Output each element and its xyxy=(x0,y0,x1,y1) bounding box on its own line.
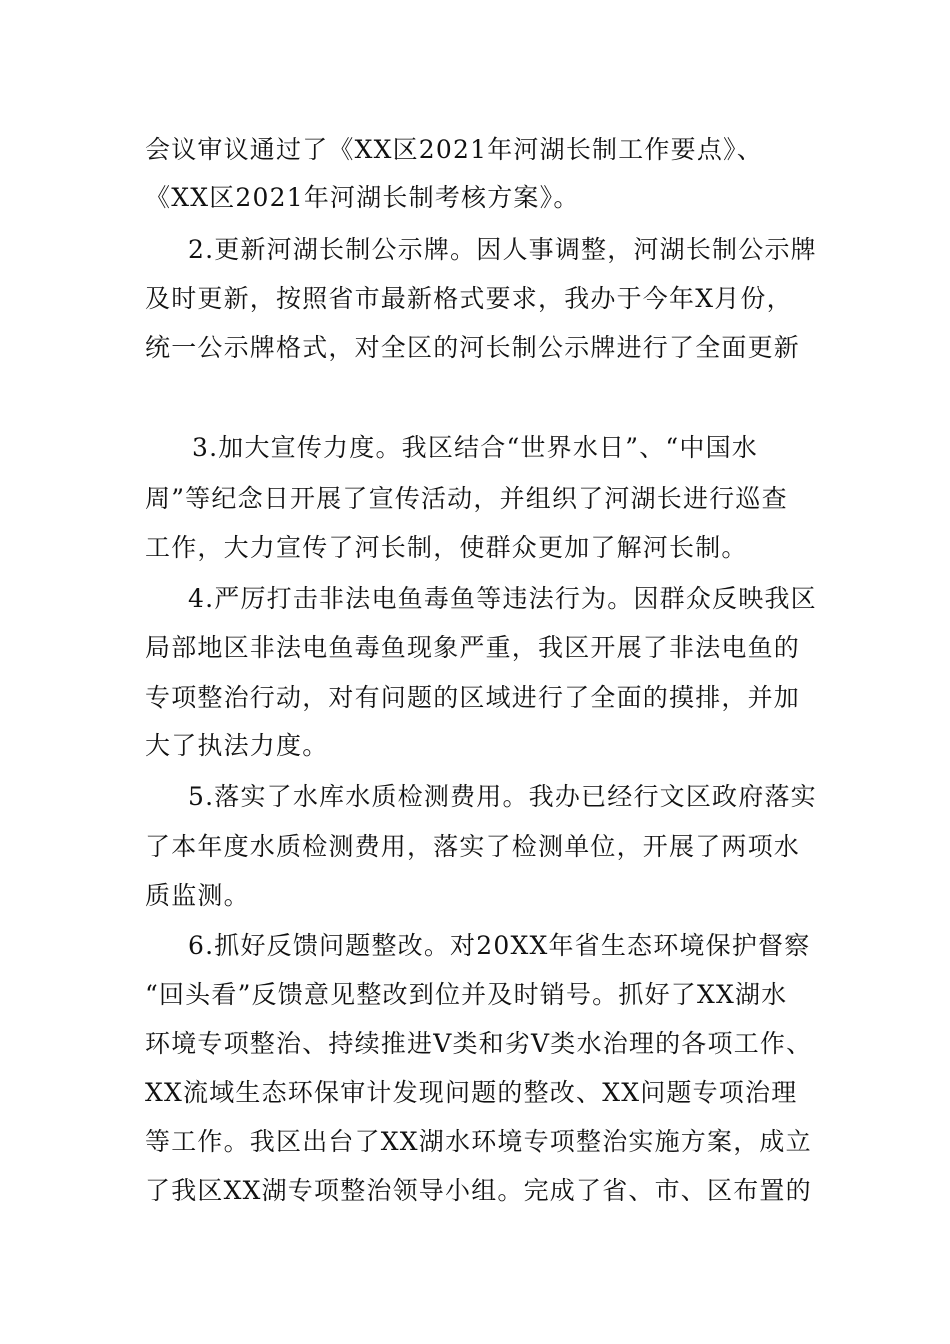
text-line-16: 6.抓好反馈问题整改。对20XX年省生态环境保护督察 xyxy=(188,931,811,960)
text-line-21: 了我区XX湖专项整治领导小组。完成了省、市、区布置的 xyxy=(145,1176,812,1205)
text-line-19: XX流域生态环保审计发现问题的整改、XX问题专项治理 xyxy=(145,1078,798,1107)
text-line-13: 5.落实了水库水质检测费用。我办已经行文区政府落实 xyxy=(188,782,817,811)
text-line-12: 大了执法力度。 xyxy=(145,731,329,760)
text-line-3: 2.更新河湖长制公示牌。因人事调整，河湖长制公示牌 xyxy=(188,235,817,264)
text-line-7: 周”等纪念日开展了宣传活动，并组织了河湖长进行巡查 xyxy=(145,484,788,513)
text-line-20: 等工作。我区出台了XX湖水环境专项整治实施方案，成立 xyxy=(145,1127,812,1156)
text-line-1: 会议审议通过了《XX区2021年河湖长制工作要点》、 xyxy=(145,135,763,164)
text-line-15: 质监测。 xyxy=(145,881,250,910)
text-line-18: 环境专项整治、持续推进V类和劣V类水治理的各项工作、 xyxy=(145,1029,813,1058)
text-line-4: 及时更新，按照省市最新格式要求，我办于今年X月份， xyxy=(145,284,793,313)
text-line-2: 《XX区2021年河湖长制考核方案》。 xyxy=(145,183,580,212)
text-line-8: 工作，大力宣传了河长制，使群众更加了解河长制。 xyxy=(145,533,748,562)
text-line-5: 统一公示牌格式，对全区的河长制公示牌进行了全面更新 xyxy=(145,333,801,362)
text-line-9: 4.严厉打击非法电鱼毒鱼等违法行为。因群众反映我区 xyxy=(188,584,817,613)
text-line-11: 专项整治行动，对有问题的区域进行了全面的摸排，并加 xyxy=(145,683,801,712)
text-line-14: 了本年度水质检测费用，落实了检测单位，开展了两项水 xyxy=(145,832,801,861)
text-line-6: 3.加大宣传力度。我区结合“世界水日”、“中国水 xyxy=(192,433,758,462)
text-line-10: 局部地区非法电鱼毒鱼现象严重，我区开展了非法电鱼的 xyxy=(145,633,801,662)
text-line-17: “回头看”反馈意见整改到位并及时销号。抓好了XX湖水 xyxy=(145,980,788,1009)
